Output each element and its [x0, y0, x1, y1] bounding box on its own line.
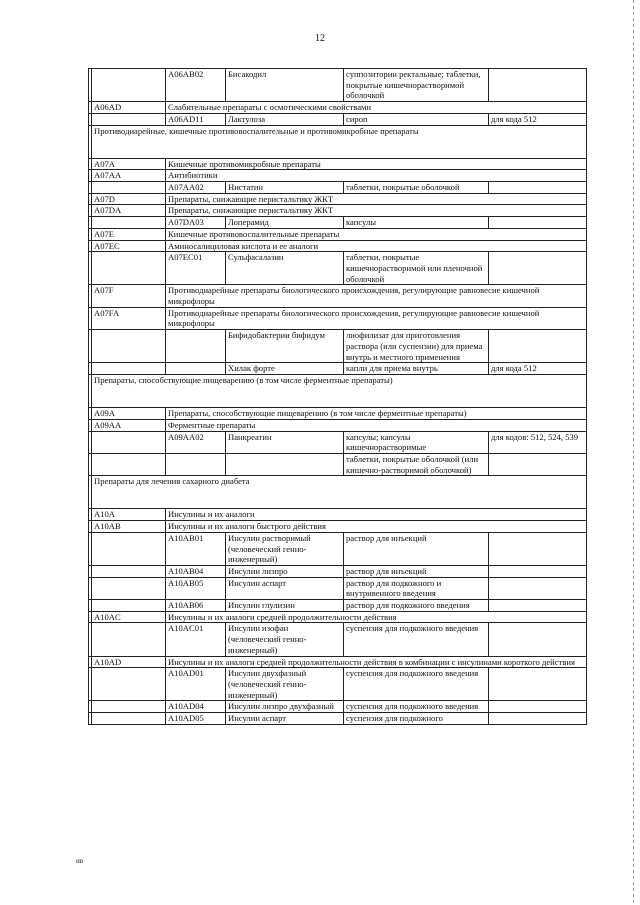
cell-code-l2	[92, 330, 166, 363]
cell-code-l3: A10AB01	[166, 532, 226, 565]
cell-note	[489, 713, 587, 725]
cell-code-l2: A07F	[92, 285, 166, 307]
group-title-cell: Противодиарейные препараты биологического происхождения, регулирующие равновесие кишечной микрофлоры	[166, 307, 587, 329]
cell-code-l2	[92, 363, 166, 375]
cell-drug-name: Инсулин двухфазный (человеческий генно-инженерный)	[226, 668, 344, 701]
group-title-cell: Антибиотики	[166, 170, 587, 182]
cell-code-l2: A07FA	[92, 307, 166, 329]
cell-code-l3: A06AB02	[166, 69, 226, 102]
cell-dosage-form: раствор для инъекций	[344, 532, 489, 565]
cell-code-l2: A07AA	[92, 170, 166, 182]
cell-code-l2: A10AC	[92, 611, 166, 623]
table-row	[89, 532, 587, 565]
cell-note	[489, 532, 587, 565]
cell-code-l2	[92, 252, 166, 285]
cell-code-l2: A10AB	[92, 521, 166, 533]
cell-note	[489, 668, 587, 701]
cell-code-l2	[92, 565, 166, 577]
cell-note	[489, 565, 587, 577]
cell-code-l2: A10A	[92, 509, 166, 521]
cell-drug-name: Инсулин изофан (человеческий генно-инженерный)	[226, 623, 344, 656]
cell-code-l3: A06AD11	[166, 113, 226, 125]
cell-code-l2	[92, 600, 166, 612]
table-row	[89, 193, 587, 205]
cell-code-l3: A10AD01	[166, 668, 226, 701]
cell-note	[489, 701, 587, 713]
cell-dosage-form: раствор для инъекций	[344, 565, 489, 577]
table-row	[89, 701, 587, 713]
group-title-cell: Препараты, способствующие пищеварению (в том числе ферментные препараты)	[92, 374, 587, 407]
cell-code-l2: A07DA	[92, 205, 166, 217]
cell-code-l2	[92, 701, 166, 713]
cell-code-l3: A10AB04	[166, 565, 226, 577]
cell-code-l3	[166, 363, 226, 375]
cell-code-l2: A07EC	[92, 240, 166, 252]
table-row	[89, 408, 587, 420]
table-row	[89, 668, 587, 701]
cell-code-l3: A10AD05	[166, 713, 226, 725]
group-title-cell: Кишечные противомикробные препараты	[166, 158, 587, 170]
table-row	[89, 521, 587, 533]
table-row	[89, 623, 587, 656]
table-row	[89, 285, 587, 307]
scan-edge-line	[633, 0, 634, 905]
cell-code-l3: A09AA02	[166, 431, 226, 453]
group-title-cell: Инсулины и их аналоги средней продолжительности действия в комбинации с инсулинами короткого действия	[166, 656, 587, 668]
group-title-cell: Противодиарейные, кишечные противовоспалительные и противомикробные препараты	[92, 125, 587, 158]
cell-code-l3: A10AC01	[166, 623, 226, 656]
cell-drug-name: Хилак форте	[226, 363, 344, 375]
group-title-cell: Инсулины и их аналоги	[166, 509, 587, 521]
cell-code-l3: A10AD04	[166, 701, 226, 713]
cell-code-l2	[92, 431, 166, 453]
cell-code-l3: A10AB05	[166, 577, 226, 599]
cell-dosage-form: раствор для подкожного и внутривенного введения	[344, 577, 489, 599]
group-title-cell: Слабительные препараты с осмотическими свойствами	[166, 102, 587, 114]
table-row	[89, 158, 587, 170]
drug-list-table	[88, 68, 587, 725]
cell-dosage-form: раствор для подкожного введения	[344, 600, 489, 612]
cell-code-l2	[92, 623, 166, 656]
table-row	[89, 476, 587, 509]
cell-dosage-form: суспензия для подкожного введения	[344, 668, 489, 701]
cell-dosage-form: суспензия для подкожного	[344, 713, 489, 725]
table-row	[89, 509, 587, 521]
group-title-cell: Ферментные препараты	[166, 419, 587, 431]
cell-code-l2: A10AD	[92, 656, 166, 668]
table-row	[89, 600, 587, 612]
table-row	[89, 205, 587, 217]
cell-drug-name: Инсулин растворимый (человеческий генно-инженерный)	[226, 532, 344, 565]
table-row	[89, 228, 587, 240]
table-row	[89, 102, 587, 114]
group-title-cell: Препараты, снижающие перистальтику ЖКТ	[166, 205, 587, 217]
table-row	[89, 170, 587, 182]
table-row	[89, 240, 587, 252]
cell-code-l3: A10AB06	[166, 600, 226, 612]
table-row	[89, 374, 587, 407]
cell-note	[489, 217, 587, 229]
table-row	[89, 453, 587, 475]
cell-code-l3: A07EC01	[166, 252, 226, 285]
group-title-cell: Препараты для лечения сахарного диабета	[92, 476, 587, 509]
group-title-cell: Инсулины и их аналоги быстрого действия	[166, 521, 587, 533]
group-title-cell: Кишечные противовоспалительные препараты	[166, 228, 587, 240]
cell-code-l3	[166, 330, 226, 363]
cell-note	[489, 600, 587, 612]
cell-code-l2: A07E	[92, 228, 166, 240]
cell-dosage-form: капли для приема внутрь	[344, 363, 489, 375]
cell-code-l3: A07AA02	[166, 182, 226, 194]
cell-dosage-form: сироп	[344, 113, 489, 125]
cell-note: для кода 512	[489, 363, 587, 375]
cell-drug-name: Лактулоза	[226, 113, 344, 125]
cell-drug-name: Инсулин лизпро двухфазный	[226, 701, 344, 713]
table-row	[89, 656, 587, 668]
footer-mark: ив	[76, 857, 84, 865]
table-row	[89, 431, 587, 453]
cell-code-l2	[92, 453, 166, 475]
cell-dosage-form: суппозитории ректальные; таблетки, покрытые кишечнорастворимой оболочкой	[344, 69, 489, 102]
cell-code-l2: A09AA	[92, 419, 166, 431]
table-row	[89, 330, 587, 363]
cell-drug-name: Инсулин аспарт	[226, 713, 344, 725]
cell-drug-name: Нистатин	[226, 182, 344, 194]
cell-code-l2: A06AD	[92, 102, 166, 114]
table-row	[89, 307, 587, 329]
cell-code-l2	[92, 668, 166, 701]
cell-note	[489, 69, 587, 102]
cell-code-l2: A09A	[92, 408, 166, 420]
cell-note	[489, 330, 587, 363]
table-body	[89, 69, 587, 725]
cell-drug-name: Бисакодил	[226, 69, 344, 102]
cell-code-l2	[92, 217, 166, 229]
cell-note	[489, 252, 587, 285]
group-title-cell: Препараты, снижающие перистальтику ЖКТ	[166, 193, 587, 205]
table-row	[89, 713, 587, 725]
cell-code-l2: A07A	[92, 158, 166, 170]
cell-dosage-form: таблетки, покрытые оболочкой (или кишечно-растворимой оболочкой)	[344, 453, 489, 475]
group-title-cell: Инсулины и их аналоги средней продолжительности действия	[166, 611, 587, 623]
cell-drug-name: Инсулин глулизин	[226, 600, 344, 612]
cell-code-l3	[166, 453, 226, 475]
cell-code-l2	[92, 182, 166, 194]
cell-dosage-form: капсулы	[344, 217, 489, 229]
cell-drug-name: Инсулин лизпро	[226, 565, 344, 577]
table-row	[89, 419, 587, 431]
cell-note	[489, 453, 587, 475]
cell-dosage-form: суспензия для подкожного введения	[344, 701, 489, 713]
table-row	[89, 565, 587, 577]
cell-dosage-form: суспензия для подкожного введения	[344, 623, 489, 656]
group-title-cell: Аминосалициловая кислота и ее аналоги	[166, 240, 587, 252]
cell-note	[489, 182, 587, 194]
cell-code-l2	[92, 577, 166, 599]
cell-dosage-form: таблетки, покрытые оболочкой	[344, 182, 489, 194]
cell-drug-name: Сульфасалазин	[226, 252, 344, 285]
table-row	[89, 252, 587, 285]
table-row	[89, 217, 587, 229]
group-title-cell: Противодиарейные препараты биологического происхождения, регулирующие равновесие кишечной микрофлоры	[166, 285, 587, 307]
cell-code-l2: A07D	[92, 193, 166, 205]
cell-drug-name: Лоперамид	[226, 217, 344, 229]
table-row	[89, 577, 587, 599]
cell-note	[489, 623, 587, 656]
cell-drug-name: Бифидобактерии бифидум	[226, 330, 344, 363]
cell-note	[489, 577, 587, 599]
cell-drug-name	[226, 453, 344, 475]
table-row	[89, 611, 587, 623]
table-row	[89, 182, 587, 194]
cell-note: для кода 512	[489, 113, 587, 125]
cell-note: для кодов: 512, 524, 539	[489, 431, 587, 453]
cell-drug-name: Панкреатин	[226, 431, 344, 453]
cell-code-l2	[92, 69, 166, 102]
cell-drug-name: Инсулин аспарт	[226, 577, 344, 599]
drug-list-table-container	[88, 68, 586, 725]
cell-code-l2	[92, 532, 166, 565]
group-title-cell: Препараты, способствующие пищеварению (в том числе ферментные препараты)	[166, 408, 587, 420]
cell-code-l2	[92, 113, 166, 125]
cell-code-l3: A07DA03	[166, 217, 226, 229]
cell-dosage-form: капсулы; капсулы кишечнорастворимые	[344, 431, 489, 453]
page-number: 12	[315, 33, 325, 44]
cell-dosage-form: таблетки, покрытые кишечнорастворимой или пленочной оболочкой	[344, 252, 489, 285]
cell-dosage-form: лиофилизат для приготовления раствора (или суспензии) для приема внутрь и местного применения	[344, 330, 489, 363]
table-row	[89, 113, 587, 125]
table-row	[89, 125, 587, 158]
table-row	[89, 69, 587, 102]
cell-code-l2	[92, 713, 166, 725]
table-row	[89, 363, 587, 375]
